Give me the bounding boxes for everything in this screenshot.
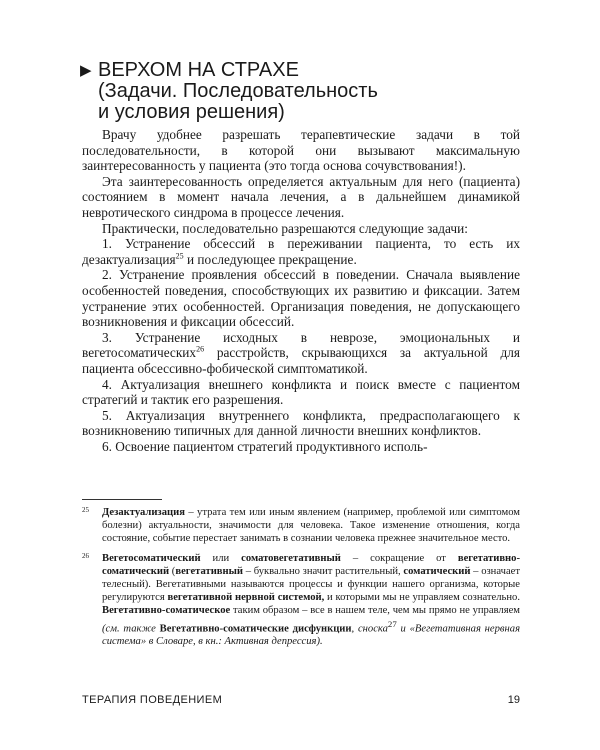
footnote-ref-25: 25 xyxy=(175,251,184,261)
footnote-26: 26 Вегетосоматический или соматовегетативный – сокращение от вегетативно-соматический (вегетативный – буквально значит растительный, соматический – означает телесный). Вегетативными называются процессы и функции нашего организма, которые регулируются вегетативной нервной системой, и которыми мы не управляем сознательно. Вегетативно-соматическое таким образом – все в нашем теле, чем мы прямо не управляем (см. также Вегетативно-соматические дисфункции, сноска$^{27}$ и «Вегетативная нервная система» в Словаре, в кн.: Активная депрессия). xyxy=(82,551,520,648)
task-item-6: 6. Освоение пациентом стратегий продуктивного исполь- xyxy=(102,438,428,454)
heading-title-line xyxy=(80,60,500,81)
page-footer xyxy=(82,694,520,706)
footnote-mark: 26 xyxy=(82,551,89,560)
footnotes xyxy=(82,506,520,655)
footnote-term: Дезактуализация xyxy=(102,507,185,518)
triangle-bullet-icon: ▶ xyxy=(80,62,92,79)
footnote-mark: 25 xyxy=(82,506,89,514)
footnote-ref-26: 26 xyxy=(196,344,205,354)
main-text xyxy=(82,127,520,454)
chapter-heading xyxy=(80,60,500,123)
heading-subtitle-line-2: и условия решения) xyxy=(98,101,285,123)
paragraph: Эта заинтересованность определяется актуальным для него (пациента) состоянием в момент начала лечения, а в дальнейшем динамикой невротического синдрома в процессе лечения. xyxy=(82,173,520,220)
task-item-4: 4. Актуализация внешнего конфликта и поиск вместе с пациентом стратегий и тактик его разрешения. xyxy=(82,376,520,408)
task-item-3: 3. Устранение исходных в неврозе, эмоциональных и вегетосоматических$^{26}$ расстройств, скрывающихся за актуальной для пациента обсессивно-фобической симптоматикой. xyxy=(82,329,520,376)
task-item-5: 5. Актуализация внутреннего конфликта, предрасполагающего к возникновению типичных для данной личности внешних конфликтов. xyxy=(82,407,520,439)
heading-subtitle-line-1: (Задачи. Последовательность xyxy=(98,80,378,102)
running-title: ТЕРАПИЯ ПОВЕДЕНИЕМ xyxy=(82,694,223,706)
heading-title: ВЕРХОМ НА СТРАХЕ xyxy=(98,59,299,81)
task-item-1: 1. Устранение обсессий в переживании пациента, то есть их дезактуализация$^{25}$ и последующее прекращение. xyxy=(82,236,520,267)
footnote-25: 25 Дезактуализация – утрата тем или иным явлением (например, проблемой или симптомом болезни) актуальности, значимости для человека. Такое изменение отношения, когда состояние, событие перестает занимать в сознании человека прежнее значительное место. xyxy=(82,506,520,545)
task-item-2: 2. Устранение проявления обсессий в поведении. Сначала выявление особенностей поведения, способствующих их развитию и фиксации. Затем устранение этих особенностей. Организация поведения, не допускающего возникновения и фиксации обсессий. xyxy=(82,267,520,330)
page-number: 19 xyxy=(507,694,520,706)
paragraph: Врачу удобнее разрешать терапевтические задачи в той последовательности, в которой они вызывают максимальную заинтересованность у пациента (это тогда основа сочувствования!). xyxy=(82,127,520,174)
footnote-divider xyxy=(82,499,162,500)
paragraph: Практически, последовательно разрешаются следующие задачи: xyxy=(102,220,468,236)
